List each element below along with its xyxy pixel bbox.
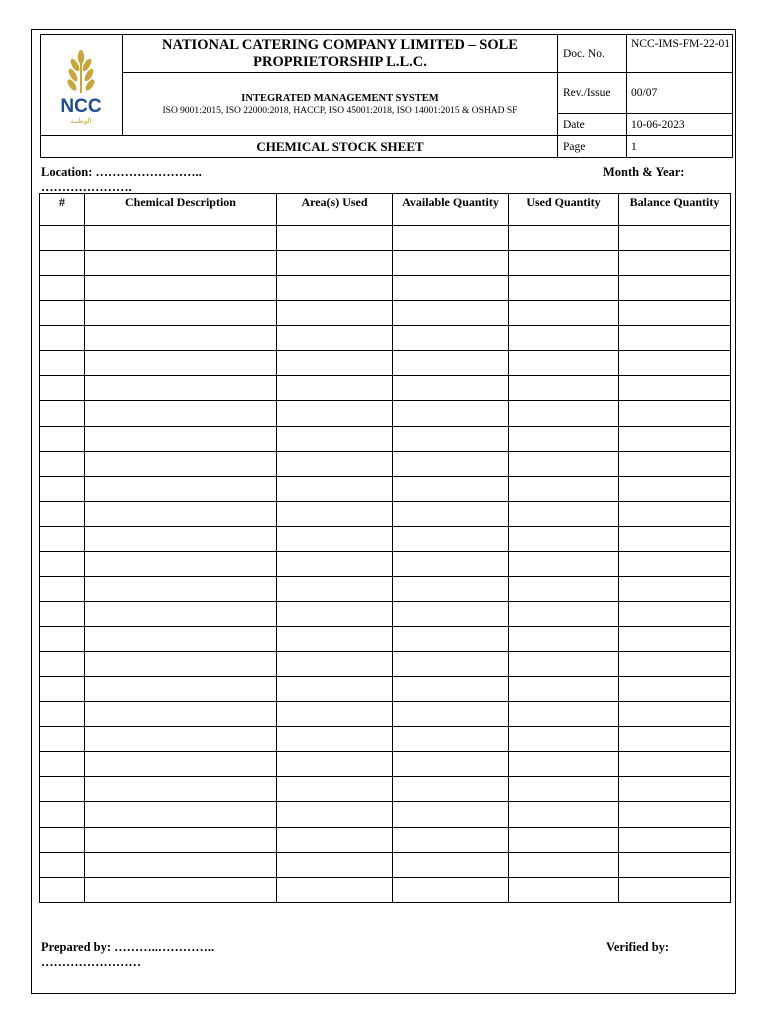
table-cell[interactable] [85,426,277,451]
logo-text: NCC [60,96,102,117]
table-cell[interactable] [277,276,393,301]
page-value: 1 [627,136,733,158]
table-row [40,677,731,702]
table-cell[interactable] [277,576,393,601]
table-cell[interactable] [40,827,85,852]
table-cell[interactable] [619,576,731,601]
table-cell[interactable] [40,727,85,752]
table-row [40,702,731,727]
table-cell[interactable] [619,777,731,802]
table-cell[interactable] [619,476,731,501]
table-cell[interactable] [509,276,619,301]
table-row [40,852,731,877]
table-cell[interactable] [509,376,619,401]
ncc-logo [41,35,121,135]
table-cell[interactable] [393,827,509,852]
ims-cell [123,73,558,136]
table-cell[interactable] [277,702,393,727]
table-cell[interactable] [85,451,277,476]
table-cell[interactable] [509,576,619,601]
table-cell[interactable] [509,852,619,877]
table-row [40,501,731,526]
table-cell[interactable] [85,476,277,501]
table-cell[interactable] [509,426,619,451]
table-cell[interactable] [619,727,731,752]
table-cell[interactable] [393,852,509,877]
col-header-areas: Area(s) Used [277,194,393,226]
table-cell[interactable] [393,727,509,752]
table-cell[interactable] [277,677,393,702]
table-cell[interactable] [40,526,85,551]
table-cell[interactable] [85,401,277,426]
table-cell[interactable] [40,702,85,727]
table-cell[interactable] [619,276,731,301]
table-cell[interactable] [393,451,509,476]
table-cell[interactable] [619,827,731,852]
table-cell[interactable] [619,451,731,476]
table-cell[interactable] [509,551,619,576]
table-cell[interactable] [393,551,509,576]
prepared-by-line[interactable]: …………………… [41,955,141,969]
table-cell[interactable] [619,551,731,576]
table-cell[interactable] [277,551,393,576]
table-cell[interactable] [85,877,277,902]
table-cell[interactable] [40,551,85,576]
table-cell[interactable] [619,526,731,551]
table-cell[interactable] [277,627,393,652]
table-cell[interactable] [509,652,619,677]
table-cell[interactable] [40,401,85,426]
table-cell[interactable] [40,677,85,702]
table-cell[interactable] [393,677,509,702]
table-cell[interactable] [85,526,277,551]
table-cell[interactable] [619,251,731,276]
table-cell[interactable] [509,627,619,652]
page-label: Page [558,136,627,158]
table-cell[interactable] [619,802,731,827]
table-row [40,476,731,501]
table-cell[interactable] [619,501,731,526]
table-cell[interactable] [619,351,731,376]
table-row [40,652,731,677]
table-cell[interactable] [509,877,619,902]
table-cell[interactable] [393,301,509,326]
table-header-row [40,194,731,226]
location-field[interactable]: Location: …………………….. [41,165,202,179]
table-cell[interactable] [277,251,393,276]
table-cell[interactable] [619,301,731,326]
table-cell[interactable] [619,376,731,401]
table-cell[interactable] [277,777,393,802]
table-cell[interactable] [619,401,731,426]
table-cell[interactable] [85,677,277,702]
table-cell[interactable] [85,727,277,752]
table-cell[interactable] [509,351,619,376]
system-title: INTEGRATED MANAGEMENT SYSTEM [241,93,439,104]
table-cell[interactable] [277,501,393,526]
table-cell[interactable] [85,276,277,301]
table-cell[interactable] [393,376,509,401]
table-cell[interactable] [393,702,509,727]
verified-by-field[interactable]: Verified by: [606,940,670,954]
table-cell[interactable] [619,601,731,626]
month-year-label: Month & Year: [603,165,685,179]
table-row [40,276,731,301]
table-cell[interactable] [619,226,731,251]
table-cell[interactable] [40,652,85,677]
table-cell[interactable] [40,426,85,451]
table-cell[interactable] [509,476,619,501]
table-cell[interactable] [509,777,619,802]
table-cell[interactable] [619,877,731,902]
table-cell[interactable] [509,451,619,476]
table-cell[interactable] [85,652,277,677]
table-cell[interactable] [40,752,85,777]
table-cell[interactable] [393,877,509,902]
table-cell[interactable] [393,652,509,677]
table-cell[interactable] [40,451,85,476]
table-cell[interactable] [85,251,277,276]
table-cell[interactable] [40,576,85,601]
table-cell[interactable] [40,501,85,526]
wheat-emblem-icon [66,50,96,93]
table-cell[interactable] [277,877,393,902]
table-cell[interactable] [277,652,393,677]
form-title: CHEMICAL STOCK SHEET [41,136,558,158]
logo-subtext: الوطنية [70,117,92,125]
chemical-stock-table [39,193,731,903]
standards-list: ISO 9001:2015, ISO 22000:2018, HACCP, ISO 45001:2018, ISO 14001:2015 & OSHAD SF [162,106,518,116]
table-cell[interactable] [393,226,509,251]
table-cell[interactable] [85,777,277,802]
table-cell[interactable] [40,802,85,827]
table-cell[interactable] [619,426,731,451]
table-body [40,226,731,903]
table-cell[interactable] [40,301,85,326]
table-cell[interactable] [509,301,619,326]
table-cell[interactable] [85,501,277,526]
table-cell[interactable] [509,727,619,752]
table-cell[interactable] [85,827,277,852]
table-cell[interactable] [509,677,619,702]
table-cell[interactable] [85,852,277,877]
table-row [40,526,731,551]
table-cell[interactable] [509,827,619,852]
table-row [40,401,731,426]
table-row [40,752,731,777]
table-row [40,451,731,476]
table-cell[interactable] [509,601,619,626]
table-row [40,601,731,626]
col-header-available: Available Quantity [393,194,509,226]
table-cell[interactable] [509,752,619,777]
table-cell[interactable] [85,376,277,401]
document-header [40,34,733,158]
table-cell[interactable] [393,802,509,827]
table-cell[interactable] [509,251,619,276]
table-cell[interactable] [85,576,277,601]
table-cell[interactable] [85,702,277,727]
table-cell[interactable] [393,326,509,351]
table-cell[interactable] [277,601,393,626]
table-cell[interactable] [619,702,731,727]
table-cell[interactable] [393,777,509,802]
table-cell[interactable] [277,401,393,426]
table-cell[interactable] [509,802,619,827]
table-cell[interactable] [619,752,731,777]
table-cell[interactable] [393,276,509,301]
table-cell[interactable] [40,376,85,401]
table-cell[interactable] [277,451,393,476]
table-row [40,551,731,576]
table-row [40,627,731,652]
table-cell[interactable] [619,852,731,877]
table-cell[interactable] [85,601,277,626]
table-cell[interactable] [619,326,731,351]
table-cell[interactable] [277,226,393,251]
table-row [40,376,731,401]
table-row [40,226,731,251]
table-cell[interactable] [40,476,85,501]
table-cell[interactable] [277,727,393,752]
month-year-field[interactable]: …………………. [41,180,132,194]
table-cell[interactable] [277,526,393,551]
doc-no-label: Doc. No. [558,35,627,73]
table-cell[interactable] [85,627,277,652]
table-cell[interactable] [509,526,619,551]
table-cell[interactable] [277,476,393,501]
table-cell[interactable] [277,852,393,877]
table-cell[interactable] [393,576,509,601]
table-cell[interactable] [85,752,277,777]
table-cell[interactable] [277,426,393,451]
table-cell[interactable] [393,251,509,276]
col-header-used: Used Quantity [509,194,619,226]
table-cell[interactable] [277,376,393,401]
table-cell[interactable] [277,326,393,351]
table-cell[interactable] [509,702,619,727]
col-header-balance: Balance Quantity [619,194,731,226]
table-cell[interactable] [393,627,509,652]
table-cell[interactable] [277,351,393,376]
table-row [40,802,731,827]
table-cell[interactable] [40,877,85,902]
table-cell[interactable] [40,326,85,351]
table-cell[interactable] [393,501,509,526]
table-cell[interactable] [85,551,277,576]
table-cell[interactable] [40,601,85,626]
table-cell[interactable] [619,627,731,652]
table-cell[interactable] [40,777,85,802]
table-cell[interactable] [40,852,85,877]
table-cell[interactable] [619,652,731,677]
table-row [40,251,731,276]
table-cell[interactable] [393,401,509,426]
table-cell[interactable] [40,276,85,301]
table-cell[interactable] [509,401,619,426]
table-cell[interactable] [85,301,277,326]
table-cell[interactable] [393,426,509,451]
table-cell[interactable] [393,526,509,551]
rev-label: Rev./Issue [558,73,627,114]
table-cell[interactable] [277,301,393,326]
table-cell[interactable] [393,752,509,777]
doc-no-value: NCC-IMS-FM-22-01 [627,35,733,73]
table-cell[interactable] [509,226,619,251]
table-cell[interactable] [277,827,393,852]
company-name: NATIONAL CATERING COMPANY LIMITED – SOLE PROPRIETORSHIP L.L.C. [123,35,558,73]
table-row [40,351,731,376]
date-label: Date [558,114,627,136]
table-cell[interactable] [393,601,509,626]
col-header-description: Chemical Description [85,194,277,226]
table-cell[interactable] [85,802,277,827]
rev-value: 00/07 [627,73,733,114]
table-cell[interactable] [85,226,277,251]
table-cell[interactable] [277,802,393,827]
col-header-number: # [40,194,85,226]
table-row [40,727,731,752]
date-value: 10-06-2023 [627,114,733,136]
table-row [40,576,731,601]
table-cell[interactable] [393,351,509,376]
table-row [40,301,731,326]
table-cell[interactable] [85,326,277,351]
table-cell[interactable] [509,326,619,351]
table-row [40,827,731,852]
table-cell[interactable] [619,677,731,702]
table-row [40,426,731,451]
table-cell[interactable] [40,226,85,251]
table-cell[interactable] [85,351,277,376]
table-cell[interactable] [40,627,85,652]
logo-cell [41,35,123,136]
table-cell[interactable] [393,476,509,501]
prepared-by-field[interactable]: Prepared by: ………..………….. [41,940,215,954]
table-row [40,777,731,802]
table-row [40,877,731,902]
table-cell[interactable] [277,752,393,777]
table-cell[interactable] [40,251,85,276]
table-cell[interactable] [509,501,619,526]
table-row [40,326,731,351]
table-cell[interactable] [40,351,85,376]
